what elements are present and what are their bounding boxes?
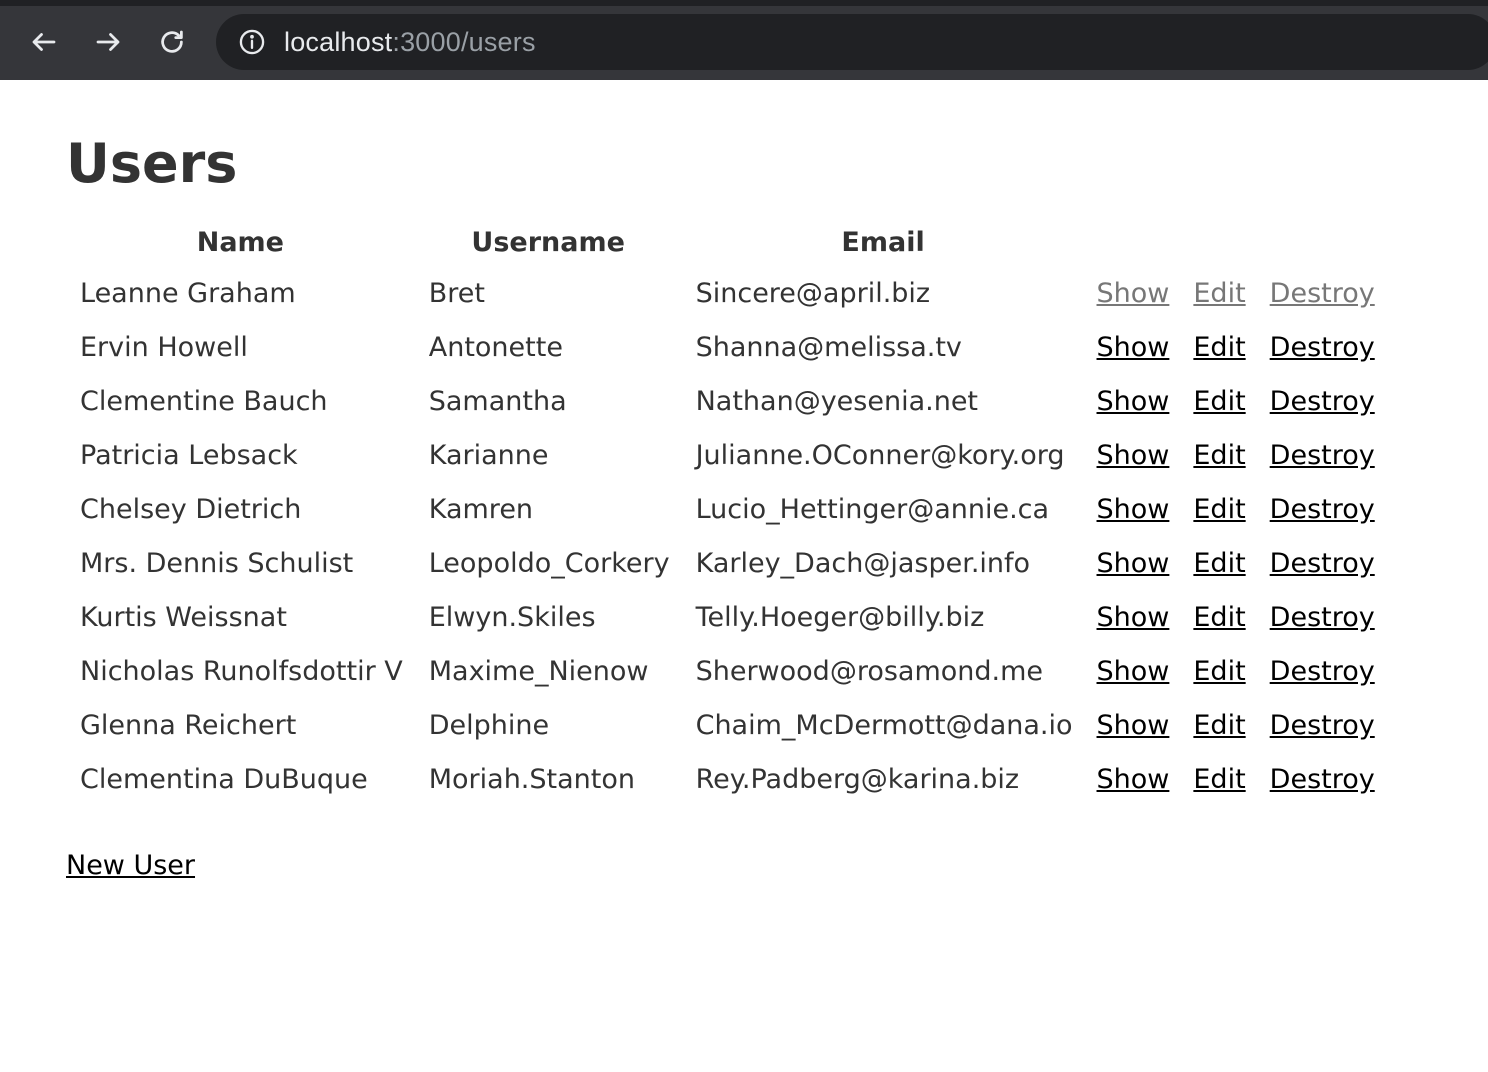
cell-email: Sincere@april.biz (695, 277, 931, 309)
edit-link[interactable]: Edit (1193, 493, 1246, 525)
users-table (66, 218, 1387, 806)
edit-cell (1181, 266, 1257, 320)
show-link[interactable]: Show (1096, 601, 1170, 633)
table-row (66, 320, 1387, 374)
reload-icon (157, 27, 187, 57)
cell-email: Shanna@melissa.tv (695, 331, 962, 363)
cell-email: Karley_Dach@jasper.info (695, 547, 1031, 579)
show-cell (1085, 644, 1182, 698)
edit-cell (1181, 752, 1257, 806)
cell-name: Ervin Howell (80, 331, 248, 363)
cell-username: Antonette (428, 331, 563, 363)
cell-name: Glenna Reichert (80, 709, 297, 741)
destroy-cell (1258, 320, 1387, 374)
destroy-link[interactable]: Destroy (1269, 601, 1375, 633)
destroy-cell (1258, 428, 1387, 482)
show-cell (1085, 320, 1182, 374)
edit-cell (1181, 320, 1257, 374)
destroy-link[interactable]: Destroy (1269, 547, 1375, 579)
edit-link[interactable]: Edit (1193, 763, 1246, 795)
destroy-cell (1258, 536, 1387, 590)
cell-name: Clementine Bauch (80, 385, 328, 417)
cell-name: Kurtis Weissnat (80, 601, 287, 633)
cell-username: Karianne (428, 439, 549, 471)
edit-link[interactable]: Edit (1193, 601, 1246, 633)
cell-email: Sherwood@rosamond.me (695, 655, 1044, 687)
arrow-right-icon (93, 27, 123, 57)
edit-link[interactable]: Edit (1193, 439, 1246, 471)
cell-username: Kamren (428, 493, 534, 525)
column-header-name: Name (196, 226, 284, 258)
destroy-link[interactable]: Destroy (1269, 439, 1375, 471)
cell-username: Leopoldo_Corkery (428, 547, 670, 579)
cell-email: Lucio_Hettinger@annie.ca (695, 493, 1050, 525)
destroy-cell (1258, 266, 1387, 320)
edit-cell (1181, 482, 1257, 536)
destroy-link[interactable]: Destroy (1269, 277, 1375, 309)
edit-cell (1181, 428, 1257, 482)
table-row (66, 536, 1387, 590)
cell-name: Patricia Lebsack (80, 439, 298, 471)
reload-button[interactable] (152, 22, 192, 62)
show-link[interactable]: Show (1096, 331, 1170, 363)
show-cell (1085, 536, 1182, 590)
cell-name: Leanne Graham (80, 277, 296, 309)
new-user-link[interactable]: New User (66, 850, 196, 881)
cell-email: Rey.Padberg@karina.biz (695, 763, 1020, 795)
edit-cell (1181, 590, 1257, 644)
destroy-link[interactable]: Destroy (1269, 493, 1375, 525)
back-button[interactable] (24, 22, 64, 62)
destroy-cell (1258, 590, 1387, 644)
cell-name: Mrs. Dennis Schulist (80, 547, 354, 579)
site-info-icon[interactable] (238, 28, 266, 56)
destroy-link[interactable]: Destroy (1269, 709, 1375, 741)
cell-username: Delphine (428, 709, 550, 741)
edit-link[interactable]: Edit (1193, 547, 1246, 579)
cell-username: Moriah.Stanton (428, 763, 635, 795)
cell-name: Nicholas Runolfsdottir V (80, 655, 403, 687)
table-row (66, 374, 1387, 428)
show-link[interactable]: Show (1096, 763, 1170, 795)
show-cell (1085, 752, 1182, 806)
show-link[interactable]: Show (1096, 493, 1170, 525)
destroy-cell (1258, 698, 1387, 752)
cell-email: Nathan@yesenia.net (695, 385, 979, 417)
table-row (66, 266, 1387, 320)
show-link[interactable]: Show (1096, 655, 1170, 687)
destroy-link[interactable]: Destroy (1269, 331, 1375, 363)
cell-email: Julianne.OConner@kory.org (695, 439, 1065, 471)
destroy-cell (1258, 644, 1387, 698)
edit-link[interactable]: Edit (1193, 709, 1246, 741)
destroy-link[interactable]: Destroy (1269, 763, 1375, 795)
cell-name: Chelsey Dietrich (80, 493, 302, 525)
table-row (66, 752, 1387, 806)
cell-email: Telly.Hoeger@billy.biz (695, 601, 985, 633)
cell-username: Samantha (428, 385, 567, 417)
table-row (66, 428, 1387, 482)
table-row (66, 698, 1387, 752)
edit-link[interactable]: Edit (1193, 277, 1246, 309)
show-link[interactable]: Show (1096, 547, 1170, 579)
cell-username: Maxime_Nienow (428, 655, 649, 687)
cell-username: Elwyn.Skiles (428, 601, 596, 633)
browser-toolbar (0, 0, 1488, 80)
column-header-email: Email (841, 226, 925, 258)
edit-link[interactable]: Edit (1193, 331, 1246, 363)
destroy-cell (1258, 752, 1387, 806)
show-cell (1085, 482, 1182, 536)
table-row (66, 482, 1387, 536)
column-header-username: Username (471, 226, 625, 258)
url-path: :3000/users (392, 26, 536, 57)
destroy-link[interactable]: Destroy (1269, 385, 1375, 417)
table-body (66, 266, 1387, 806)
edit-link[interactable]: Edit (1193, 385, 1246, 417)
forward-button[interactable] (88, 22, 128, 62)
arrow-left-icon (29, 27, 59, 57)
edit-cell (1181, 698, 1257, 752)
cell-username: Bret (428, 277, 485, 309)
url-host: localhost (284, 26, 393, 57)
show-cell (1085, 590, 1182, 644)
destroy-cell (1258, 482, 1387, 536)
destroy-cell (1258, 374, 1387, 428)
column-header-actions (1085, 218, 1387, 266)
cell-name: Clementina DuBuque (80, 763, 368, 795)
show-link[interactable]: Show (1096, 439, 1170, 471)
page-title: Users (66, 132, 238, 195)
show-link[interactable]: Show (1096, 277, 1170, 309)
edit-cell (1181, 374, 1257, 428)
show-cell (1085, 374, 1182, 428)
address-bar[interactable] (216, 14, 1488, 70)
edit-link[interactable]: Edit (1193, 655, 1246, 687)
destroy-link[interactable]: Destroy (1269, 655, 1375, 687)
edit-cell (1181, 536, 1257, 590)
show-cell (1085, 266, 1182, 320)
show-cell (1085, 698, 1182, 752)
edit-cell (1181, 644, 1257, 698)
show-link[interactable]: Show (1096, 385, 1170, 417)
url-text[interactable] (284, 27, 536, 58)
table-row (66, 644, 1387, 698)
table-header-row (66, 218, 1387, 266)
show-link[interactable]: Show (1096, 709, 1170, 741)
cell-email: Chaim_McDermott@dana.io (695, 709, 1073, 741)
show-cell (1085, 428, 1182, 482)
table-row (66, 590, 1387, 644)
